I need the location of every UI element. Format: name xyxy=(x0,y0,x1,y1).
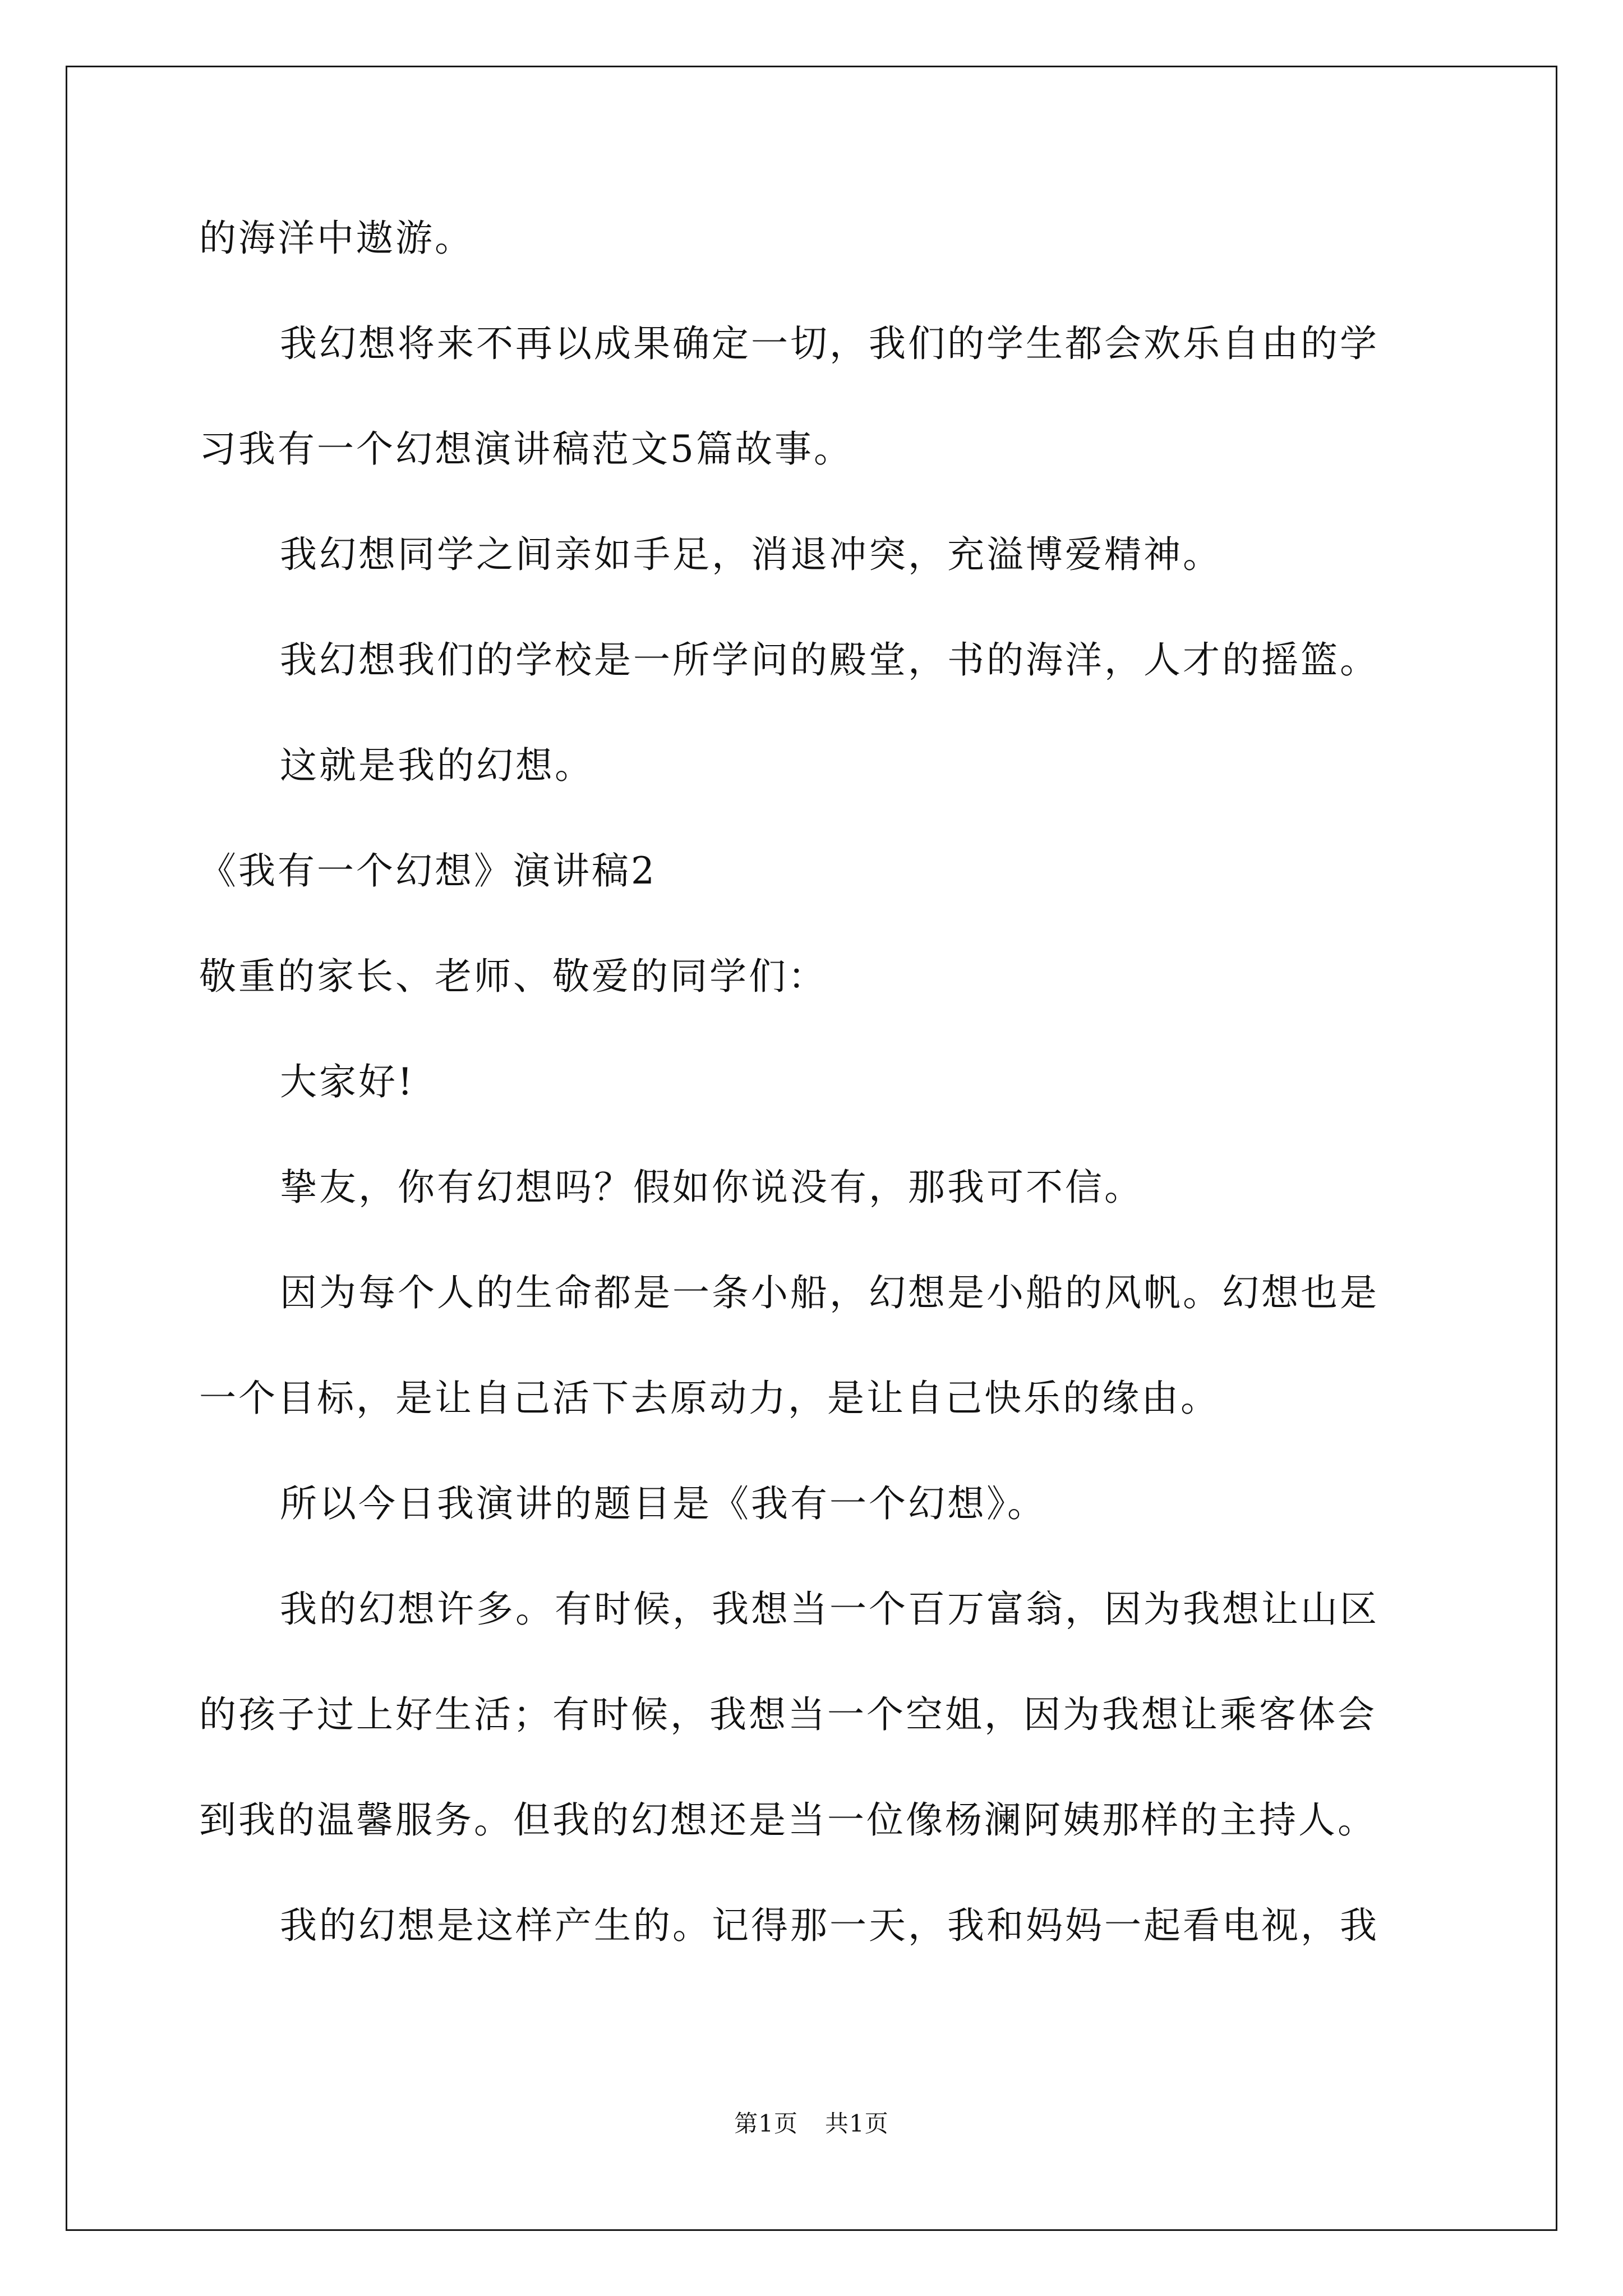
section-heading: 《我有一个幻想》演讲稿2 xyxy=(199,849,657,892)
text-line: 这就是我的幻想。 xyxy=(280,744,594,787)
text-line: 我幻想我们的学校是一所学问的殿堂，书的海洋，人才的摇篮。 xyxy=(280,638,1379,682)
greeting: 大家好! xyxy=(280,1060,415,1103)
text-line: 我的幻想是这样产生的。记得那一天，我和妈妈一起看电视，我 xyxy=(280,1904,1379,1947)
text-line: 的海洋中遨游。 xyxy=(199,217,474,260)
text-line: 我的幻想许多。有时候，我想当一个百万富翁，因为我想让山区 xyxy=(280,1588,1379,1631)
text-line: 因为每个人的生命都是一条小船，幻想是小船的风帆。幻想也是 xyxy=(280,1271,1379,1314)
text-line: 的孩子过上好生活；有时候，我想当一个空姐，因为我想让乘客体会 xyxy=(199,1693,1377,1736)
page-total: 共1页 xyxy=(825,2110,889,2137)
salutation: 敬重的家长、老师、敬爱的同学们： xyxy=(199,955,827,998)
page-footer xyxy=(0,2105,1623,2139)
page-number: 第1页 xyxy=(734,2110,798,2137)
text-line: 习我有一个幻想演讲稿范文5篇故事。 xyxy=(199,427,853,471)
text-line: 我幻想将来不再以成果确定一切，我们的学生都会欢乐自由的学 xyxy=(280,322,1379,365)
text-line: 到我的温馨服务。但我的幻想还是当一位像杨澜阿姨那样的主持人。 xyxy=(199,1798,1377,1842)
text-line: 一个目标，是让自己活下去原动力，是让自己快乐的缘由。 xyxy=(199,1377,1220,1420)
text-line: 所以今日我演讲的题目是《我有一个幻想》。 xyxy=(280,1482,1046,1525)
text-line: 我幻想同学之间亲如手足，消退冲突，充溢博爱精神。 xyxy=(280,533,1222,576)
text-line: 挚友，你有幻想吗？假如你说没有，那我可不信。 xyxy=(280,1166,1144,1209)
